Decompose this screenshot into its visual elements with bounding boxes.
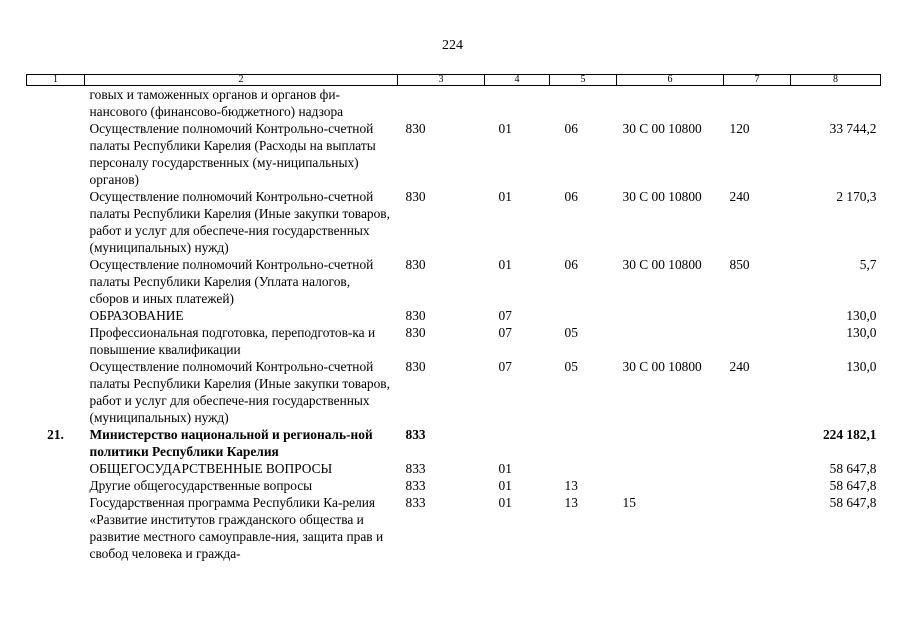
table-row (27, 256, 881, 307)
section-code-cell (485, 86, 550, 121)
target-article-cell (617, 426, 724, 460)
section-code-cell: 01 (498, 189, 512, 204)
amount-cell: 58 647,8 (829, 495, 877, 510)
amount-cell: 58 647,8 (829, 461, 877, 476)
table-row (27, 86, 881, 121)
table-header (27, 75, 881, 86)
column-number-8: 8 (791, 75, 881, 86)
target-article-cell: 30 С 00 10800 (622, 359, 702, 374)
department-code-cell: 830 (405, 325, 426, 340)
target-article-cell (617, 324, 724, 358)
item-name-cell: ОБРАЗОВАНИЕ (89, 308, 184, 323)
section-code-cell: 07 (498, 359, 512, 374)
target-article-cell: 15 (622, 495, 636, 510)
subsection-code-cell: 05 (564, 325, 578, 340)
target-article-cell (617, 86, 724, 121)
subsection-code-cell: 05 (564, 359, 578, 374)
subsection-code-cell (550, 426, 617, 460)
department-code-cell: 833 (405, 495, 426, 510)
table-row (27, 324, 881, 358)
amount-cell: 58 647,8 (829, 478, 877, 493)
target-article-cell (617, 307, 724, 324)
department-code-cell: 830 (405, 189, 426, 204)
table-row (27, 120, 881, 188)
column-number-4: 4 (485, 75, 550, 86)
amount-cell: 130,0 (846, 308, 877, 323)
target-article-cell: 30 С 00 10800 (622, 189, 702, 204)
row-number-cell (27, 256, 85, 307)
item-name-cell: Осуществление полномочий Контрольно-счетной палаты Республики Карелия (Иные закупки товаров, работ и услуг для обеспече-ния государственных (муниципальных) нужд) (89, 189, 390, 255)
item-name-cell: Осуществление полномочий Контрольно-счетной палаты Республики Карелия (Уплата налогов, сборов и иных платежей) (89, 257, 374, 306)
item-name-cell: Другие общегосударственные вопросы (89, 478, 313, 493)
expense-type-cell (724, 494, 791, 562)
expense-type-cell (724, 460, 791, 477)
table-row (27, 460, 881, 477)
section-code-cell: 01 (498, 478, 512, 493)
column-number-5: 5 (550, 75, 617, 86)
column-number-6: 6 (617, 75, 724, 86)
budget-table (26, 74, 881, 562)
amount-cell: 5,7 (859, 257, 877, 272)
item-name-cell: Профессиональная подготовка, переподготов-ка и повышение квалификации (89, 325, 376, 357)
item-name-cell: ОБЩЕГОСУДАРСТВЕННЫЕ ВОПРОСЫ (89, 461, 333, 476)
section-code-cell: 01 (498, 257, 512, 272)
department-code-cell: 833 (405, 427, 426, 442)
expense-type-cell: 240 (729, 359, 750, 374)
table-row (27, 188, 881, 256)
expense-type-cell (724, 324, 791, 358)
column-number-2: 2 (85, 75, 398, 86)
department-code-cell: 833 (405, 478, 426, 493)
amount-cell: 130,0 (846, 359, 877, 374)
subsection-code-cell: 13 (564, 495, 578, 510)
amount-cell: 224 182,1 (822, 427, 877, 442)
target-article-cell (617, 477, 724, 494)
item-name-cell: Государственная программа Республики Ка-релия «Развитие институтов гражданского общества и развитие местного самоуправле-ния, защита прав и свобод человека и гражда- (89, 495, 384, 561)
amount-cell: 2 170,3 (836, 189, 877, 204)
department-code-cell: 830 (405, 121, 426, 136)
table-row (27, 358, 881, 426)
item-name-cell: говых и таможенных органов и органов фи-нансового (финансово-бюджетного) надзора (89, 87, 344, 119)
department-code-cell: 830 (405, 257, 426, 272)
amount-cell: 33 744,2 (829, 121, 877, 136)
row-number-cell (27, 358, 85, 426)
table-row (27, 477, 881, 494)
subsection-code-cell: 06 (564, 189, 578, 204)
expense-type-cell (724, 307, 791, 324)
amount-cell: 130,0 (846, 325, 877, 340)
target-article-cell: 30 С 00 10800 (622, 121, 702, 136)
row-number-cell: 21. (47, 427, 64, 442)
column-number-row (27, 75, 881, 86)
section-code-cell: 07 (498, 308, 512, 323)
table-row (27, 494, 881, 562)
row-number-cell (27, 460, 85, 477)
column-number-7: 7 (724, 75, 791, 86)
expense-type-cell (724, 426, 791, 460)
target-article-cell (617, 460, 724, 477)
table-row (27, 426, 881, 460)
column-number-3: 3 (398, 75, 485, 86)
expense-type-cell: 120 (729, 121, 750, 136)
subsection-code-cell: 06 (564, 121, 578, 136)
subsection-code-cell (550, 307, 617, 324)
row-number-cell (27, 86, 85, 121)
row-number-cell (27, 494, 85, 562)
table-body (27, 86, 881, 563)
section-code-cell (485, 426, 550, 460)
row-number-cell (27, 324, 85, 358)
target-article-cell: 30 С 00 10800 (622, 257, 702, 272)
expense-type-cell (724, 86, 791, 121)
item-name-cell: Осуществление полномочий Контрольно-счетной палаты Республики Карелия (Расходы на выплаты персоналу государственных (му-ниципальных) органов) (89, 121, 376, 187)
row-number-cell (27, 188, 85, 256)
table-row (27, 307, 881, 324)
subsection-code-cell (550, 86, 617, 121)
amount-cell (791, 86, 881, 121)
section-code-cell: 01 (498, 461, 512, 476)
department-code-cell: 833 (405, 461, 426, 476)
subsection-code-cell: 13 (564, 478, 578, 493)
item-name-cell: Осуществление полномочий Контрольно-счетной палаты Республики Карелия (Иные закупки товаров, работ и услуг для обеспече-ния государственных (муниципальных) нужд) (89, 359, 390, 425)
expense-type-cell: 240 (729, 189, 750, 204)
department-code-cell: 830 (405, 359, 426, 374)
row-number-cell (27, 120, 85, 188)
department-code-cell: 830 (405, 308, 426, 323)
subsection-code-cell: 06 (564, 257, 578, 272)
item-name-cell: Министерство национальной и региональ-ной политики Республики Карелия (89, 427, 373, 459)
expense-type-cell: 850 (729, 257, 750, 272)
row-number-cell (27, 477, 85, 494)
column-number-1: 1 (27, 75, 85, 86)
department-code-cell (398, 86, 485, 121)
page-number: 224 (442, 38, 463, 53)
row-number-cell (27, 307, 85, 324)
section-code-cell: 01 (498, 121, 512, 136)
section-code-cell: 01 (498, 495, 512, 510)
expense-type-cell (724, 477, 791, 494)
section-code-cell: 07 (498, 325, 512, 340)
subsection-code-cell (550, 460, 617, 477)
